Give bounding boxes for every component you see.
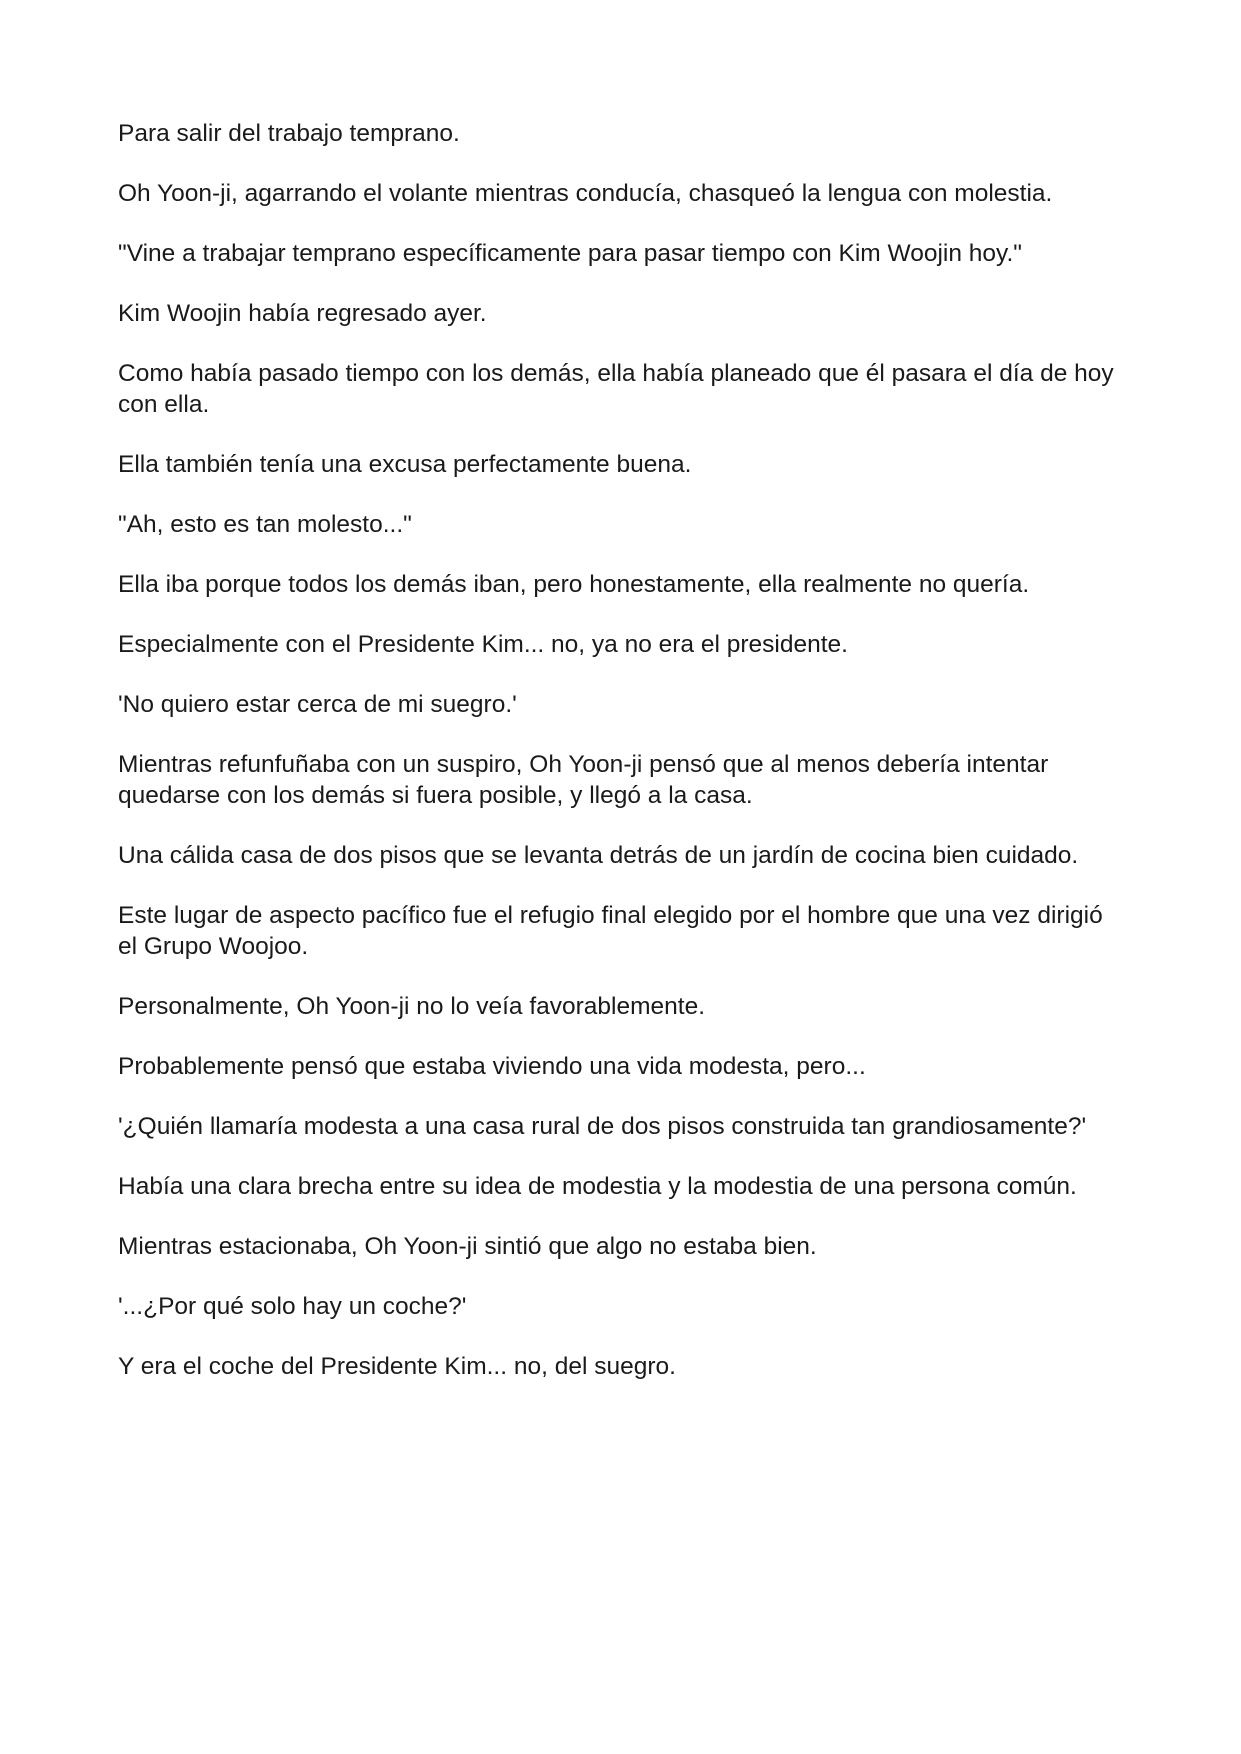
paragraph: '...¿Por qué solo hay un coche?': [118, 1293, 467, 1320]
paragraph: "Ah, esto es tan molesto...": [118, 511, 412, 538]
paragraph: Kim Woojin había regresado ayer.: [118, 300, 487, 327]
paragraph: Y era el coche del Presidente Kim... no, del suegro.: [118, 1353, 676, 1380]
paragraph: Mientras refunfuñaba con un suspiro, Oh Yoon-ji pensó que al menos debería intentar quedarse con los demás si fuera posible, y llegó a la casa.: [118, 751, 1049, 809]
paragraph: Ella también tenía una excusa perfectamente buena.: [118, 451, 692, 478]
paragraph: Ella iba porque todos los demás iban, pero honestamente, ella realmente no quería.: [118, 571, 1030, 598]
paragraph: Probablemente pensó que estaba viviendo una vida modesta, pero...: [118, 1053, 866, 1080]
paragraph: Había una clara brecha entre su idea de modestia y la modestia de una persona común.: [118, 1173, 1077, 1200]
paragraph: Personalmente, Oh Yoon-ji no lo veía favorablemente.: [118, 993, 706, 1020]
text-column: [118, 118, 1128, 1411]
paragraph: '¿Quién llamaría modesta a una casa rural de dos pisos construida tan grandiosamente?': [118, 1113, 1087, 1140]
paragraph: Especialmente con el Presidente Kim... no, ya no era el presidente.: [118, 631, 848, 658]
paragraph: Como había pasado tiempo con los demás, ella había planeado que él pasara el día de hoy con ella.: [118, 360, 1114, 418]
paragraph: Una cálida casa de dos pisos que se levanta detrás de un jardín de cocina bien cuidado.: [118, 842, 1079, 869]
paragraph: 'No quiero estar cerca de mi suegro.': [118, 691, 517, 718]
paragraph: Oh Yoon-ji, agarrando el volante mientras conducía, chasqueó la lengua con molestia.: [118, 180, 1053, 207]
paragraph: Para salir del trabajo temprano.: [118, 120, 460, 147]
paragraph: Mientras estacionaba, Oh Yoon-ji sintió que algo no estaba bien.: [118, 1233, 817, 1260]
paragraph: Este lugar de aspecto pacífico fue el refugio final elegido por el hombre que una vez dirigió el Grupo Woojoo.: [118, 902, 1103, 960]
paragraph: "Vine a trabajar temprano específicamente para pasar tiempo con Kim Woojin hoy.": [118, 240, 1022, 267]
